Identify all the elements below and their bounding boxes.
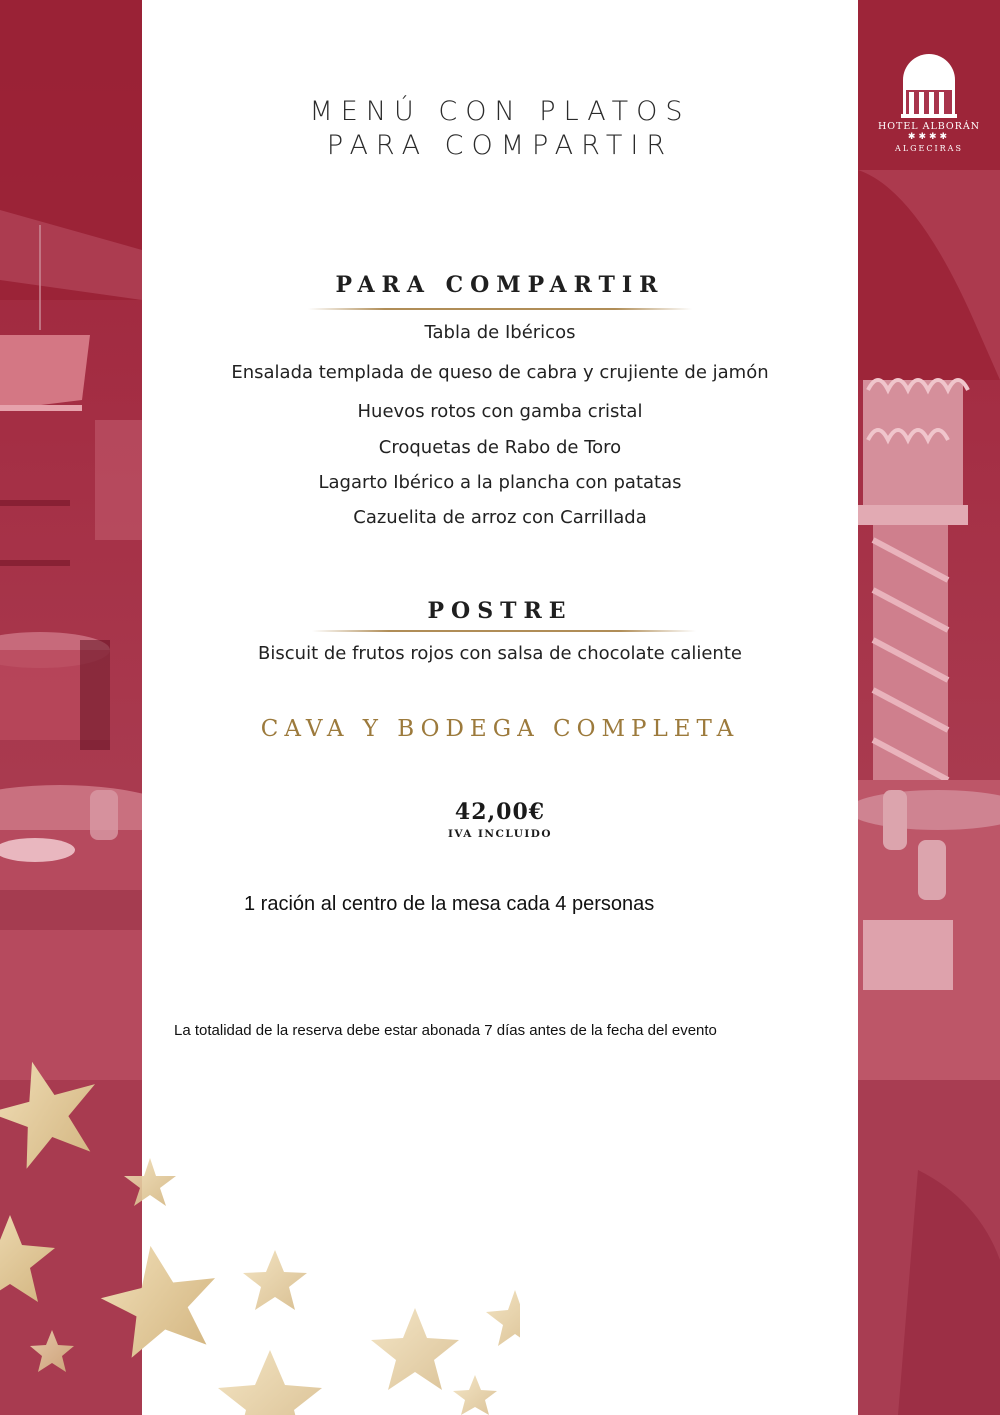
hotel-stars: ✱✱✱✱ bbox=[907, 132, 951, 142]
dessert-item: Biscuit de frutos rojos con salsa de chocolate caliente bbox=[258, 643, 742, 664]
tax-note: IVA INCLUIDO bbox=[447, 828, 553, 840]
dish-item: Croquetas de Rabo de Toro bbox=[378, 437, 622, 458]
dish-item: Ensalada templada de queso de cabra y crujiente de jamón bbox=[231, 362, 769, 383]
right-photo-panel bbox=[858, 0, 1000, 1415]
drinks-line: CAVA Y BODEGA COMPLETA bbox=[260, 716, 740, 742]
star-icon bbox=[453, 1375, 497, 1415]
share-divider bbox=[308, 308, 692, 310]
dish-item: Huevos rotos con gamba cristal bbox=[357, 401, 643, 422]
stars-decoration bbox=[0, 1040, 520, 1415]
star-icon bbox=[30, 1330, 74, 1372]
star-icon bbox=[93, 1236, 226, 1362]
star-icon bbox=[486, 1290, 520, 1346]
dessert-section-heading: POSTRE bbox=[427, 598, 573, 624]
serving-note: 1 ración al centro de la mesa cada 4 personas bbox=[244, 893, 655, 915]
page-title-line-2: PARA COMPARTIR bbox=[326, 130, 674, 161]
right-photo-illustration bbox=[858, 0, 1000, 1415]
share-section-heading: PARA COMPARTIR bbox=[335, 272, 665, 298]
dessert-divider bbox=[312, 630, 696, 632]
dish-item: Cazuelita de arroz con Carrillada bbox=[353, 507, 647, 528]
star-icon bbox=[243, 1250, 307, 1310]
booking-note: La totalidad de la reserva debe estar abonada 7 días antes de la fecha del evento bbox=[174, 1022, 717, 1039]
hotel-name: HOTEL ALBORÁN bbox=[877, 121, 981, 132]
hotel-city: ALGECIRAS bbox=[895, 144, 963, 153]
star-icon bbox=[0, 1215, 55, 1302]
star-icon bbox=[124, 1158, 176, 1206]
star-icon bbox=[218, 1350, 322, 1415]
menu-price: 42,00€ bbox=[454, 799, 546, 825]
dish-item: Tabla de Ibéricos bbox=[424, 322, 576, 343]
star-icon bbox=[0, 1047, 112, 1174]
star-icon bbox=[371, 1308, 459, 1390]
hotel-arch-logo-icon bbox=[900, 52, 958, 122]
dish-item: Lagarto Ibérico a la plancha con patatas bbox=[318, 472, 682, 493]
page-title-line-1: MENÚ CON PLATOS bbox=[309, 96, 691, 127]
